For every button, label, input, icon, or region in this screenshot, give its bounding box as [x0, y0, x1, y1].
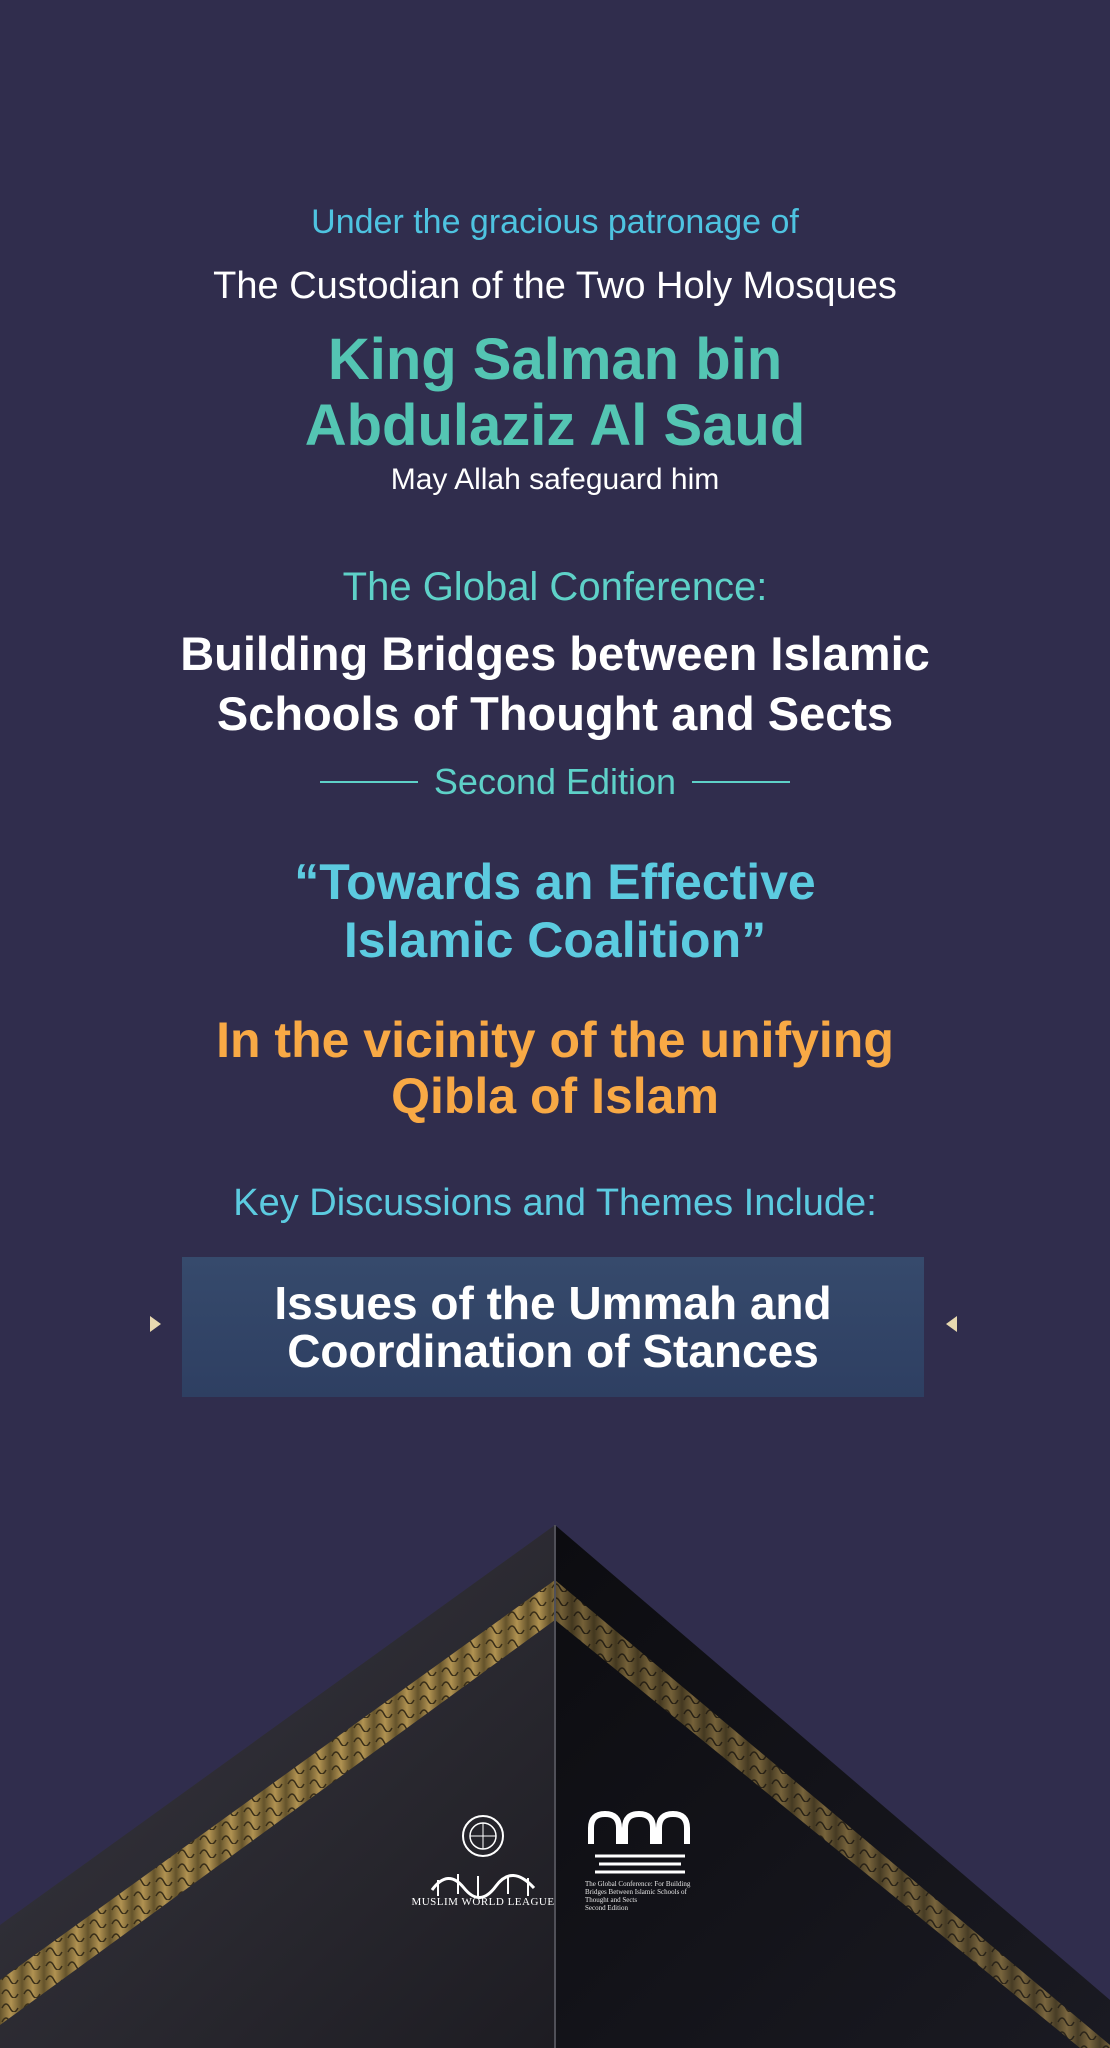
slogan-line1: “Towards an Effective — [294, 854, 816, 910]
conference-logo-edition: Second Edition — [585, 1904, 628, 1912]
location-text — [0, 1012, 1110, 1124]
king-name-line1: King Salman bin — [327, 327, 783, 392]
theme-line2: Coordination of Stances — [287, 1325, 819, 1377]
conference-title-line1: Building Bridges between Islamic — [180, 627, 930, 680]
edition-text: Second Edition — [433, 761, 677, 802]
conference-logo-title: The Global Conference: For Building Bridges Between Islamic Schools of Thought and Sects — [585, 1880, 691, 1904]
themes-label: Key Discussions and Themes Include: — [233, 1182, 877, 1224]
conference-title — [0, 624, 1110, 744]
custodian-text: The Custodian of the Two Holy Mosques — [213, 265, 897, 307]
location-line1: In the vicinity of the unifying — [216, 1012, 894, 1068]
safeguard-text: May Allah safeguard him — [390, 463, 720, 496]
kaaba-image — [0, 1480, 1110, 2048]
triangle-right-icon[interactable] — [150, 1316, 161, 1332]
triangle-left-icon[interactable] — [946, 1316, 957, 1332]
location-line2: Qibla of Islam — [391, 1068, 719, 1124]
conference-logo-caption — [585, 1880, 695, 1912]
slogan-line2: Islamic Coalition” — [343, 912, 767, 968]
edition-row — [0, 757, 1110, 807]
patronage-text: Under the gracious patronage of — [311, 203, 799, 241]
mwl-caption: MUSLIM WORLD LEAGUE — [411, 1896, 555, 1908]
king-name — [0, 327, 1110, 459]
theme-text — [274, 1279, 831, 1375]
king-name-line2: Abdulaziz Al Saud — [304, 393, 806, 458]
edition-divider-right — [692, 781, 790, 783]
edition-divider-left — [320, 781, 418, 783]
conference-title-line2: Schools of Thought and Sects — [216, 687, 894, 740]
theme-slide — [182, 1257, 924, 1397]
conference-label: The Global Conference: — [342, 565, 768, 609]
theme-line1: Issues of the Ummah and — [274, 1277, 832, 1329]
slogan — [0, 853, 1110, 969]
